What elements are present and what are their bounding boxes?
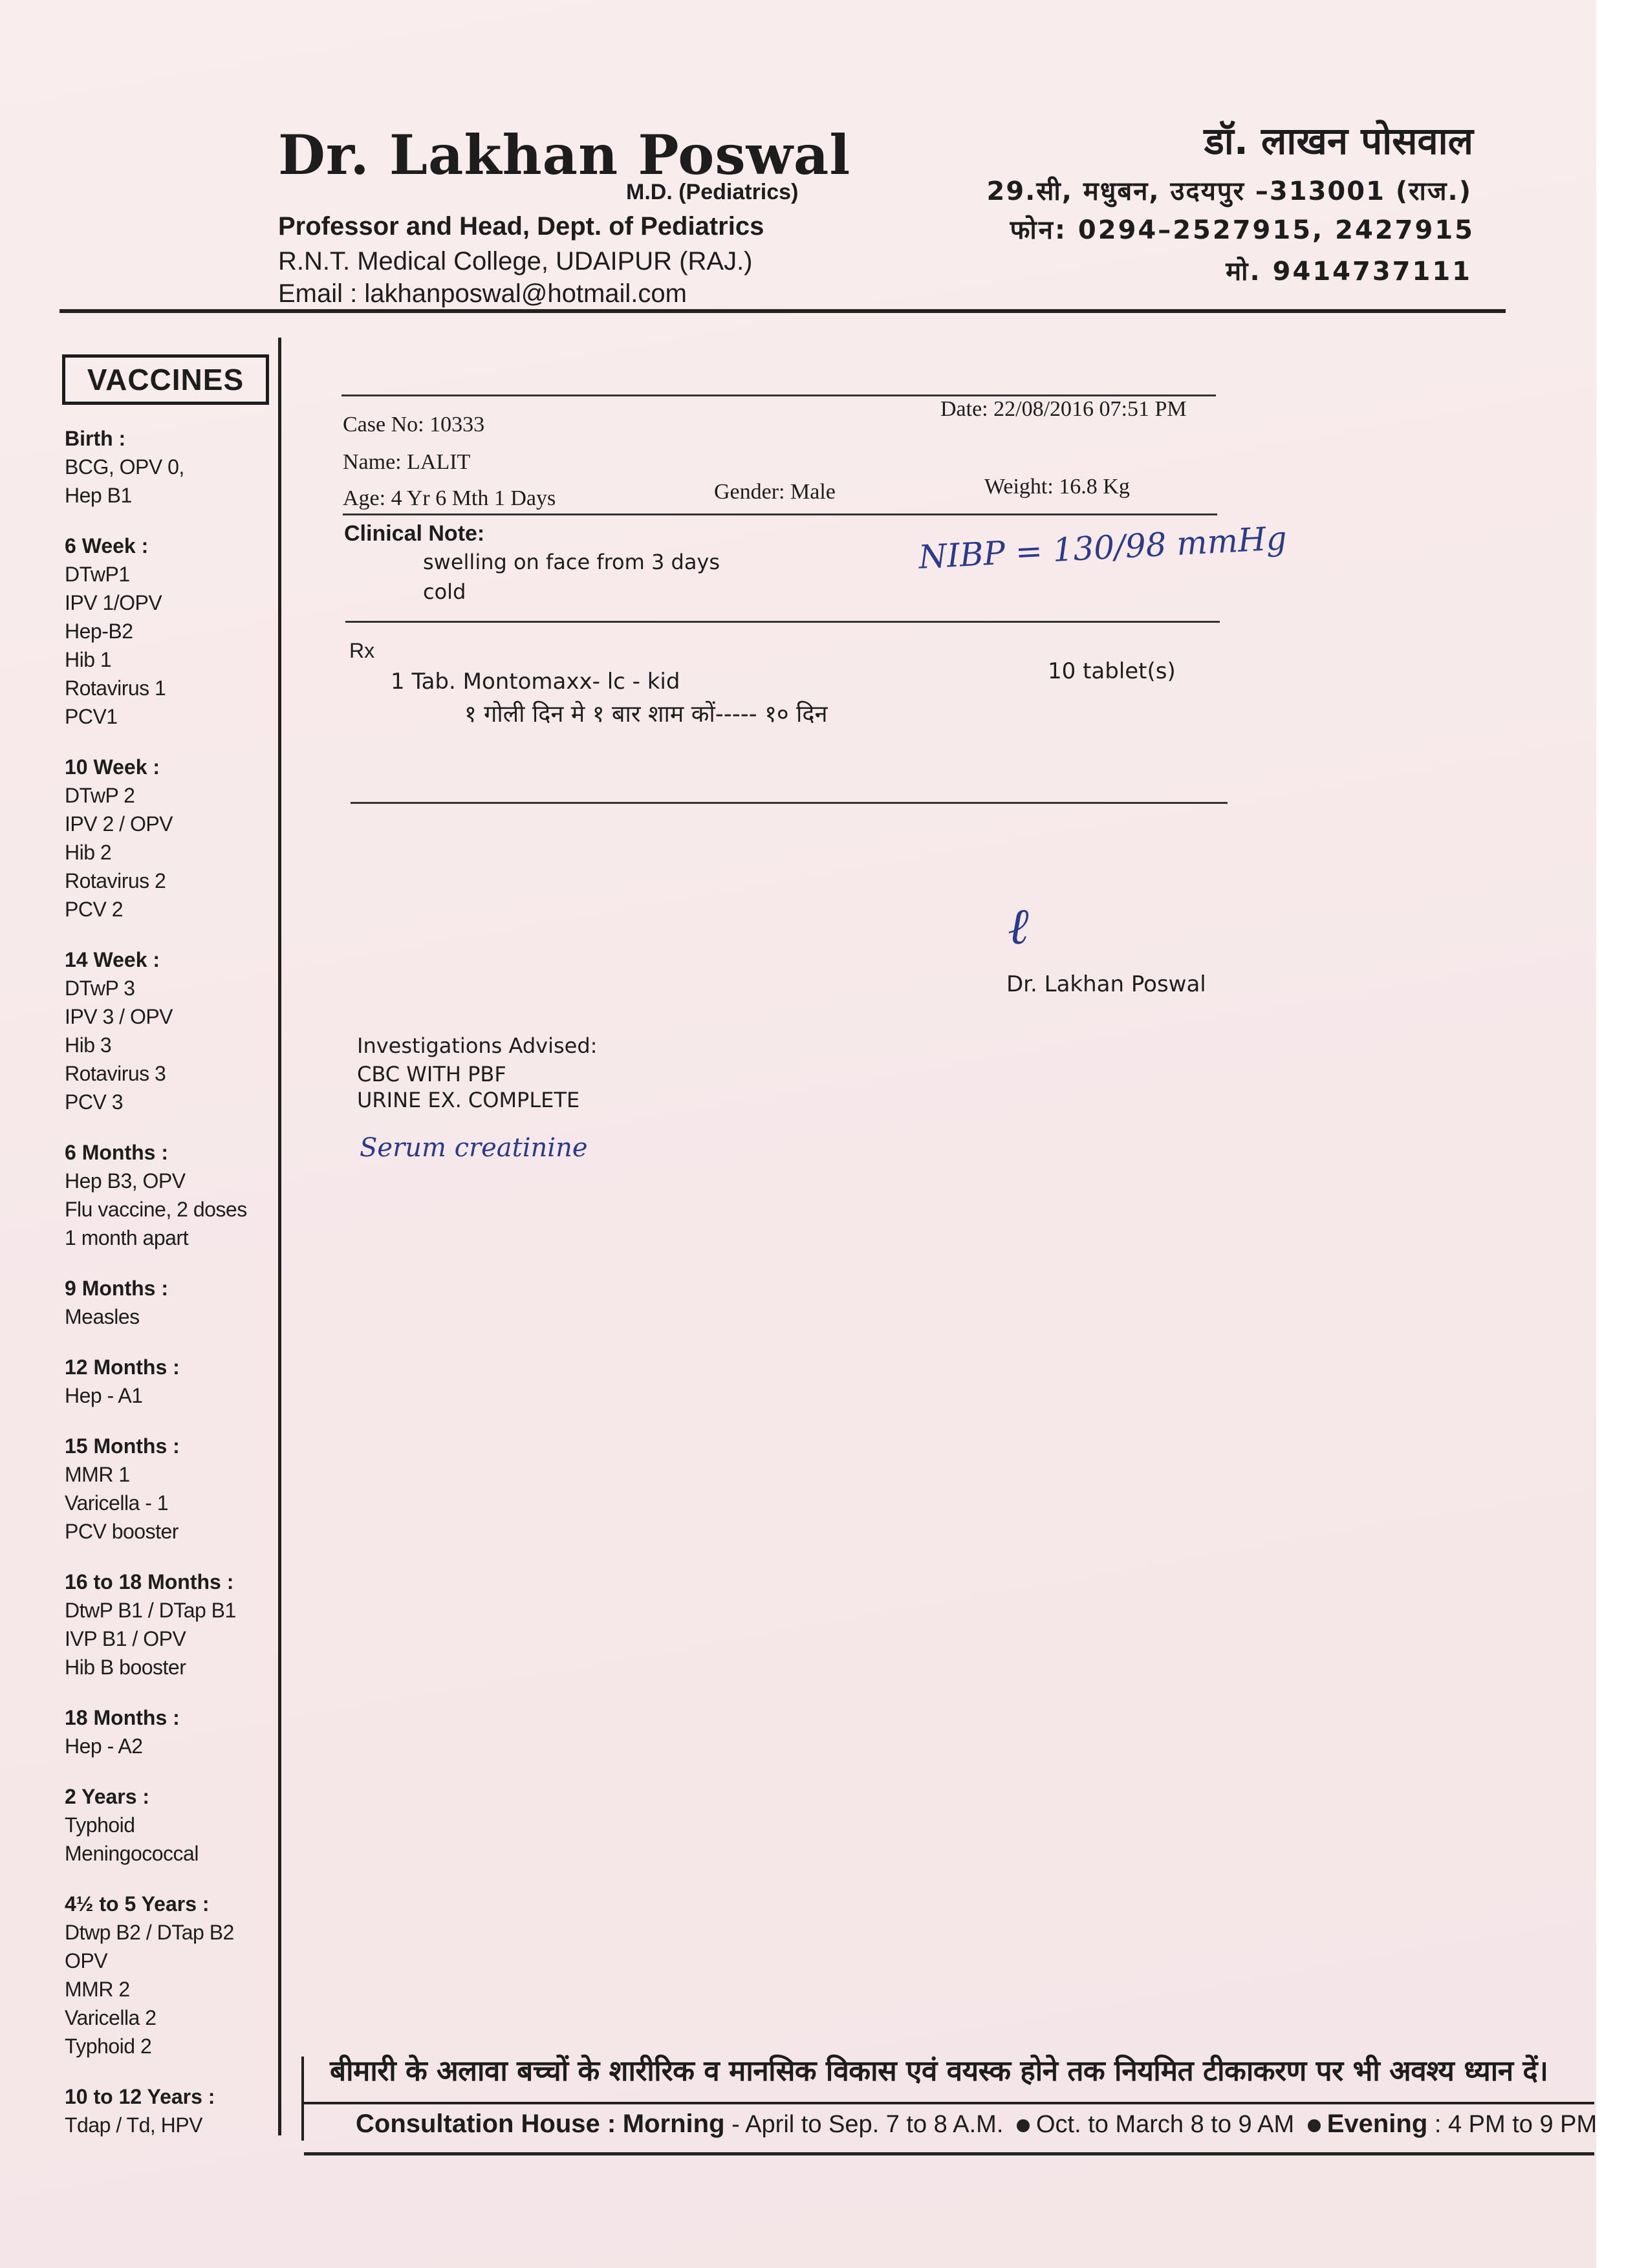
bullet-dot	[1308, 2119, 1321, 2132]
vaccine-item: Typhoid	[65, 1813, 135, 1837]
vaccine-schedule	[65, 424, 278, 2161]
vaccine-age-title: 15 Months :	[65, 1434, 180, 1458]
vaccine-item: Hib 3	[65, 1033, 112, 1057]
vaccine-age-title: 18 Months :	[65, 1706, 180, 1729]
vaccine-item: BCG, OPV 0,	[65, 455, 184, 479]
vaccine-item: PCV 2	[65, 898, 123, 921]
vaccine-item: Hep B3, OPV	[65, 1169, 186, 1193]
case-number: Case No: 10333	[343, 413, 485, 437]
bullet-dot	[1017, 2119, 1030, 2132]
vaccine-group	[65, 1274, 278, 1331]
vaccine-age-title: 6 Week :	[65, 534, 149, 557]
doctor-degree: M.D. (Pediatrics)	[626, 180, 799, 204]
morning-label: Morning	[622, 2110, 725, 2138]
vaccine-item: PCV 3	[65, 1090, 123, 1114]
header-divider	[60, 309, 1506, 313]
footer-rule-top	[304, 2102, 1594, 2104]
vaccine-item: Varicella 2	[65, 2006, 157, 2029]
vaccine-age-title: 14 Week :	[65, 948, 160, 971]
vaccine-item: IVP B1 / OPV	[65, 1627, 186, 1650]
vaccine-item: IPV 2 / OPV	[65, 812, 173, 836]
vaccine-group	[65, 424, 278, 510]
vaccines-heading: VACCINES	[62, 354, 269, 405]
patient-age: Age: 4 Yr 6 Mth 1 Days	[343, 486, 556, 510]
rx-bottom-rule	[351, 802, 1228, 804]
vaccine-item: Dtwp B2 / DTap B2	[65, 1921, 234, 1944]
clinical-note-line: cold	[423, 579, 466, 604]
vaccine-item: IPV 1/OPV	[65, 591, 162, 614]
morning-hours-2: Oct. to March 8 to 9 AM	[1035, 2111, 1295, 2138]
sidebar-divider	[278, 338, 281, 2135]
vaccine-item: MMR 1	[65, 1463, 130, 1486]
investigations-label: Investigations Advised:	[357, 1033, 598, 1058]
vaccine-item: DtwP B1 / DTap B1	[65, 1599, 236, 1622]
medicine-dosage: १ गोली दिन मे १ बार शाम कों----- १० दिन	[464, 701, 828, 728]
footer-rule-bottom	[304, 2152, 1594, 2155]
footer-advice-hindi: बीमारी के अलावा बच्चों के शारीरिक व मानसिक विकास एवं वयस्क होने तक नियमित टीकाकरण पर भी अवश्य ध्यान दें।	[330, 2055, 1548, 2088]
doctor-name: Dr. Lakhan Poswal	[278, 123, 851, 187]
vaccine-item: Hib 2	[65, 841, 112, 864]
vaccine-item: DTwP 3	[65, 977, 135, 1000]
vaccine-item: PCV booster	[65, 1520, 179, 1543]
page-edge	[1596, 0, 1635, 2268]
vaccine-group	[65, 1353, 278, 1410]
phone-hindi: फोन: 0294–2527915, 2427915	[1010, 215, 1475, 245]
consult-label: Consultation House :	[356, 2110, 616, 2138]
vaccine-item: Hep - A1	[65, 1384, 143, 1407]
doctor-email: Email : lakhanposwal@hotmail.com	[278, 279, 687, 308]
case-top-rule	[341, 394, 1216, 396]
vaccine-item: Rotavirus 3	[65, 1062, 166, 1085]
vaccine-item: Rotavirus 1	[65, 676, 166, 700]
vaccine-item: IPV 3 / OPV	[65, 1005, 173, 1028]
investigation-item: CBC WITH PBF	[357, 1062, 506, 1086]
rx-label: Rx	[349, 639, 375, 662]
vaccine-age-title: 12 Months :	[65, 1355, 180, 1379]
vaccine-age-title: 2 Years :	[65, 1785, 150, 1808]
vaccine-group	[65, 532, 278, 731]
college-name: R.N.T. Medical College, UDAIPUR (RAJ.)	[278, 247, 753, 275]
vaccine-item: Meningococcal	[65, 1842, 199, 1865]
vaccine-item: 1 month apart	[65, 1226, 188, 1249]
vaccine-group	[65, 1782, 278, 1868]
patient-gender: Gender: Male	[714, 480, 836, 504]
vaccine-age-title: 10 Week :	[65, 755, 160, 779]
clinical-note-label: Clinical Note:	[344, 521, 485, 546]
vaccine-age-title: Birth :	[65, 427, 126, 450]
consultation-hours	[356, 2110, 1597, 2139]
vaccine-item: Tdap / Td, HPV	[65, 2113, 202, 2137]
vaccine-item: Flu vaccine, 2 doses	[65, 1198, 247, 1221]
case-mid-rule	[343, 513, 1217, 515]
vaccine-item: Hep - A2	[65, 1734, 143, 1758]
vaccine-group	[65, 945, 278, 1116]
sidebar-divider-lower	[301, 2057, 304, 2141]
vaccine-item: Typhoid 2	[65, 2035, 152, 2058]
vaccine-group	[65, 1432, 278, 1546]
signature-mark: ℓ	[1008, 898, 1029, 956]
patient-weight: Weight: 16.8 Kg	[984, 475, 1130, 499]
vaccine-group	[65, 753, 278, 923]
vaccine-item: MMR 2	[65, 1978, 130, 2001]
vaccine-item: Varicella - 1	[65, 1491, 169, 1515]
vaccine-age-title: 9 Months :	[65, 1277, 168, 1300]
vaccine-group	[65, 2082, 278, 2139]
doctor-name-hindi: डॉ. लाखन पोसवाल	[1204, 119, 1473, 163]
vaccine-item: PCV1	[65, 705, 118, 728]
vaccine-age-title: 16 to 18 Months :	[65, 1570, 234, 1593]
vaccine-group	[65, 1568, 278, 1681]
morning-hours-1: - April to Sep. 7 to 8 A.M.	[724, 2111, 1004, 2138]
handwritten-bp-note: NIBP = 130/98 mmHg	[917, 519, 1288, 576]
doctor-designation: Professor and Head, Dept. of Pediatrics	[278, 212, 764, 241]
vaccine-item: Hib B booster	[65, 1656, 186, 1679]
vaccine-item: DTwP1	[65, 563, 130, 586]
vaccine-item: Rotavirus 2	[65, 869, 166, 892]
signature-name: Dr. Lakhan Poswal	[1006, 971, 1206, 997]
address-hindi: 29.सी, मधुबन, उदयपुर –313001 (राज.)	[986, 177, 1472, 206]
vaccine-group	[65, 1138, 278, 1252]
vaccine-item: Hib 1	[65, 648, 112, 671]
medicine-quantity: 10 tablet(s)	[1048, 658, 1176, 684]
investigation-item: URINE EX. COMPLETE	[357, 1088, 580, 1112]
vaccine-group	[65, 1703, 278, 1760]
medicine-line: 1 Tab. Montomaxx- lc - kid	[391, 669, 680, 695]
case-date: Date: 22/08/2016 07:51 PM	[940, 397, 1187, 421]
handwritten-investigation: Serum creatinine	[360, 1133, 588, 1163]
vaccine-item: Measles	[65, 1305, 140, 1328]
rx-top-rule	[345, 621, 1220, 623]
vaccine-age-title: 6 Months :	[65, 1141, 168, 1164]
vaccine-item: Hep-B2	[65, 620, 133, 643]
mobile-hindi: मो. 9414737111	[1226, 257, 1472, 286]
evening-hours: : 4 PM to 9 PM	[1427, 2111, 1597, 2138]
vaccine-age-title: 10 to 12 Years :	[65, 2085, 215, 2108]
vaccine-item: OPV	[65, 1949, 108, 1972]
vaccine-item: DTwP 2	[65, 784, 135, 807]
evening-label: Evening	[1326, 2110, 1428, 2138]
vaccine-item: Hep B1	[65, 484, 132, 507]
vaccine-age-title: 4½ to 5 Years :	[65, 1892, 210, 1916]
patient-name: Name: LALIT	[343, 450, 471, 474]
clinical-note-line: swelling on face from 3 days	[423, 550, 720, 574]
vaccine-group	[65, 1890, 278, 2060]
